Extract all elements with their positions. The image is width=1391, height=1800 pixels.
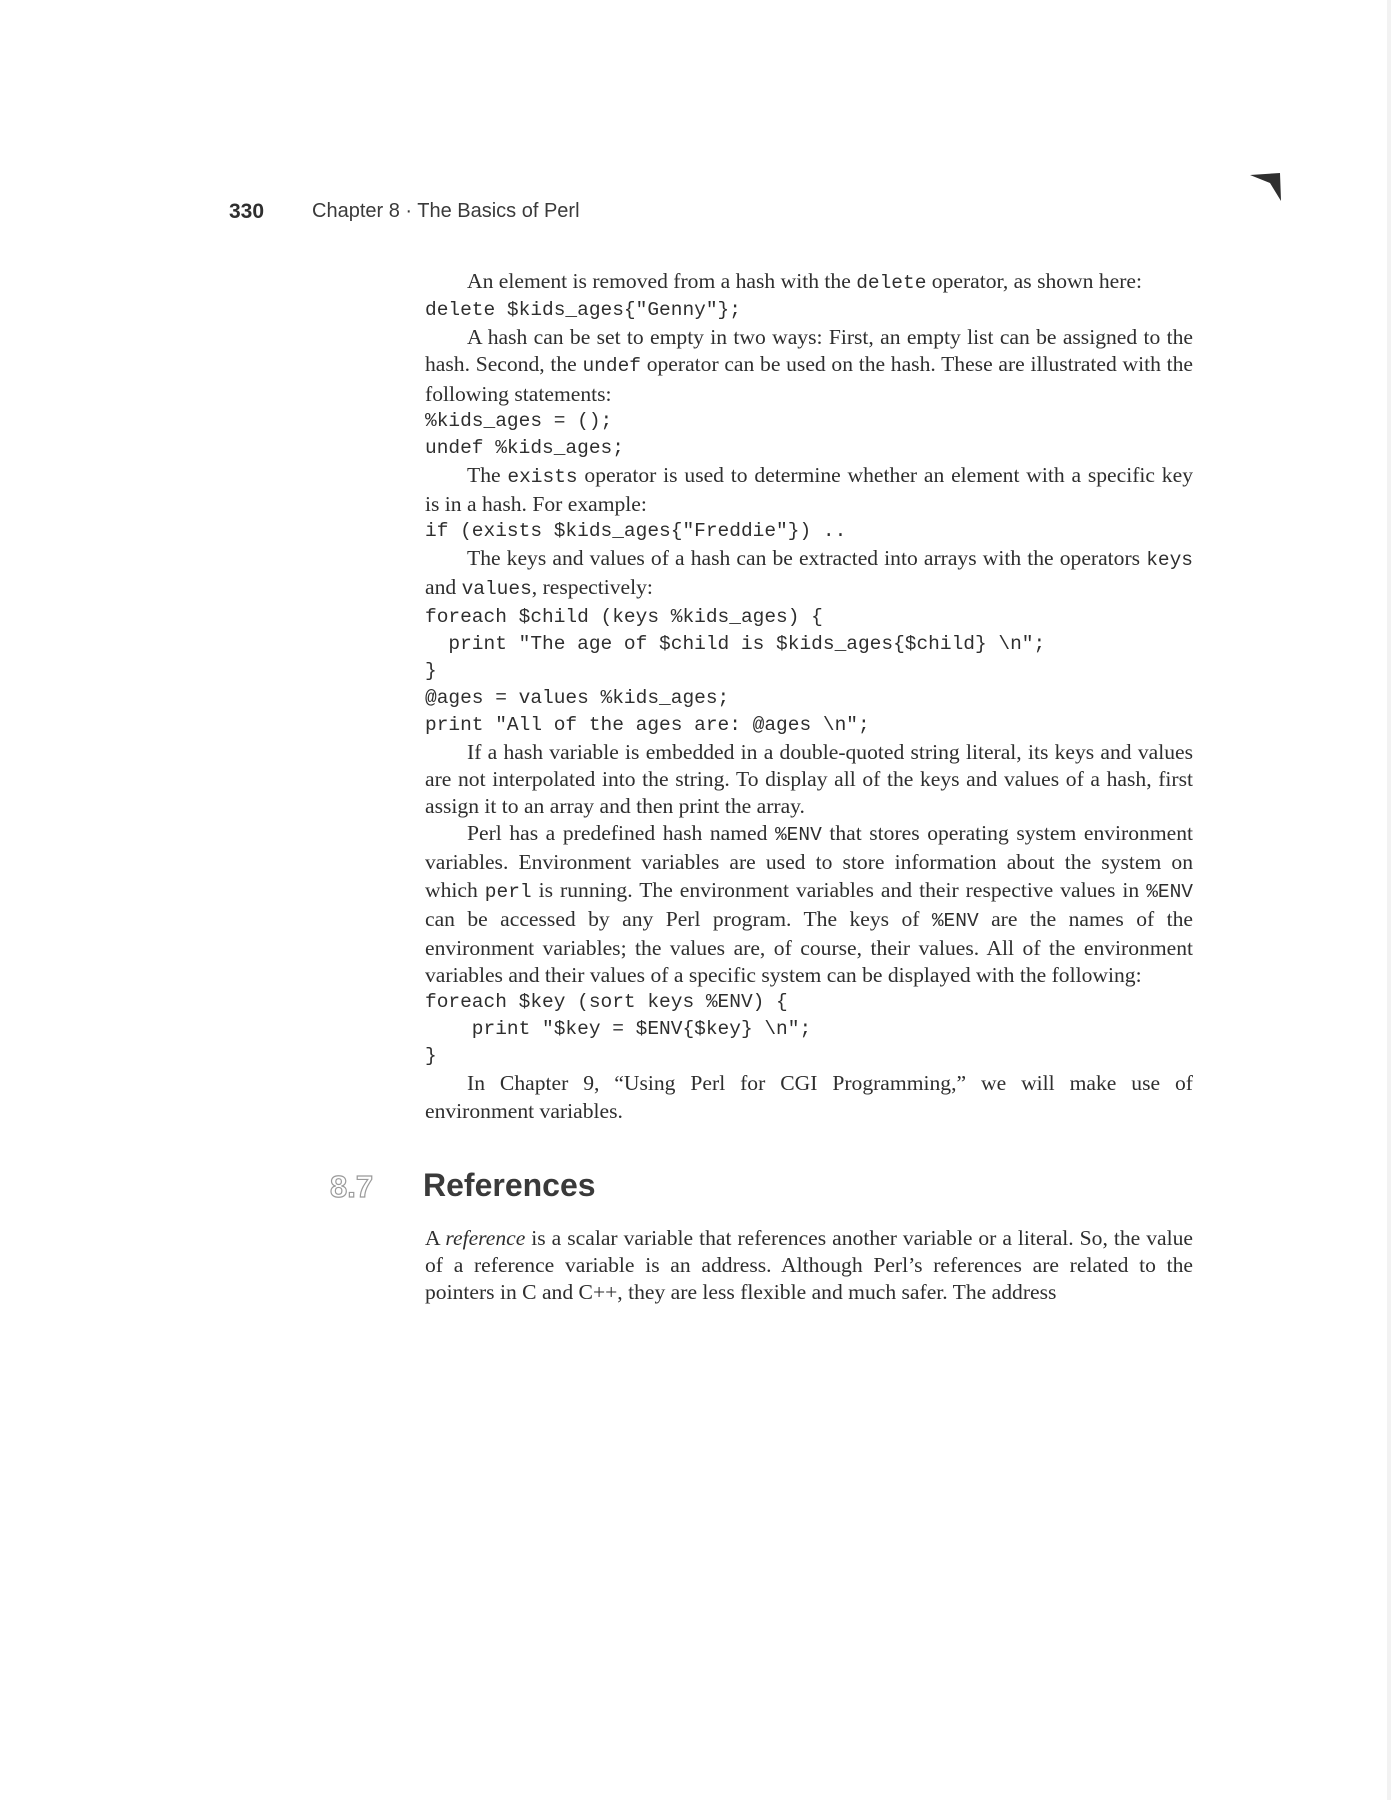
inline-code: undef xyxy=(582,355,641,378)
code-block-empty-hash: %kids_ages = (); undef %kids_ages; xyxy=(425,409,624,459)
text-run: operator, as shown here: xyxy=(926,269,1143,293)
page-edge-shadow xyxy=(1387,0,1391,1800)
text-run: operator can be used on the hash. These are illustrated with the following statements: xyxy=(425,352,1193,406)
paragraph-reference xyxy=(425,1225,1193,1307)
paragraph-delete xyxy=(425,268,1193,297)
inline-code: perl xyxy=(484,880,532,903)
inline-code: delete xyxy=(856,272,927,294)
section-heading xyxy=(330,1166,1193,1207)
text-run: are the names of the environment variables; the values are, of course, their values. All of the environment variables and their values of a specific system can be displayed with the following: xyxy=(425,906,1193,988)
text-run: The xyxy=(467,462,508,487)
inline-code: exists xyxy=(507,465,578,488)
emphasis-term: reference xyxy=(445,1225,526,1250)
text-run: The keys and values of a hash can be extracted into arrays with the operators xyxy=(467,546,1147,571)
running-head: Chapter 8 · The Basics of Perl xyxy=(312,200,580,222)
paragraph-empty-hash xyxy=(425,324,1193,408)
paragraph-interpolation: If a hash variable is embedded in a double-quoted string literal, its keys and values are not interpolated into the string. To display all of the keys and values of a hash, first assign it to an array and then print the array. xyxy=(425,739,1193,819)
inline-code: %ENV xyxy=(1146,880,1194,903)
code-block-foreach-env: foreach $key (sort keys %ENV) { print "$key = $ENV{$key} \n"; } xyxy=(425,991,812,1068)
text-run: that stores operating system environment variables. Environment variables are used to store information about the system on which xyxy=(425,821,1193,902)
code-block-foreach-child: foreach $child (keys %kids_ages) { print "The age of $child is $kids_ages{$child} \n"; } @ages = values %kids_ages; print "All of the ages are: @ages \n"; xyxy=(425,605,1046,736)
text-run: operator is used to determine whether an element with a specific key is in a hash. For example: xyxy=(425,462,1193,517)
page-number: 330 xyxy=(229,200,265,223)
inline-code: values xyxy=(461,578,532,601)
page-corner-mark xyxy=(1250,173,1282,203)
text-run: A xyxy=(425,1225,446,1250)
text-run: and xyxy=(425,575,462,600)
paragraph-chapter-9: In Chapter 9, “Using Perl for CGI Programming,” we will make use of environment variables. xyxy=(425,1071,1193,1123)
code-block-exists: if (exists $kids_ages{"Freddie"}) .. xyxy=(425,520,847,543)
text-run: is a scalar variable that references another variable or a literal. So, the value of a reference variable is an address. Although Perl’s references are related to the pointers in C and C++, they are less flexible and much safer. The address xyxy=(425,1225,1193,1305)
text-run: can be accessed by any Perl program. The keys of xyxy=(425,906,932,931)
inline-code: %ENV xyxy=(774,824,822,847)
paragraph-env xyxy=(425,820,1193,989)
inline-code: %ENV xyxy=(931,909,979,932)
code-block-delete: delete $kids_ages{"Genny"}; xyxy=(425,299,741,322)
text-run: An element is removed from a hash with the xyxy=(467,269,857,293)
paragraph-exists xyxy=(425,462,1193,518)
text-run: , respectively: xyxy=(531,575,653,600)
text-run: A hash can be set to empty in two ways: First, an empty list can be assigned to the hash. Second, the xyxy=(425,325,1193,377)
text-run: Perl has a predefined hash named xyxy=(467,821,775,846)
paragraph-keys-values xyxy=(425,545,1193,603)
section-number: 8.7 xyxy=(330,1168,374,1204)
section-title: References xyxy=(423,1166,596,1203)
inline-code: keys xyxy=(1146,549,1193,572)
body-text xyxy=(330,268,1194,1306)
text-run: is running. The environment variables and their respective values in xyxy=(531,877,1147,902)
